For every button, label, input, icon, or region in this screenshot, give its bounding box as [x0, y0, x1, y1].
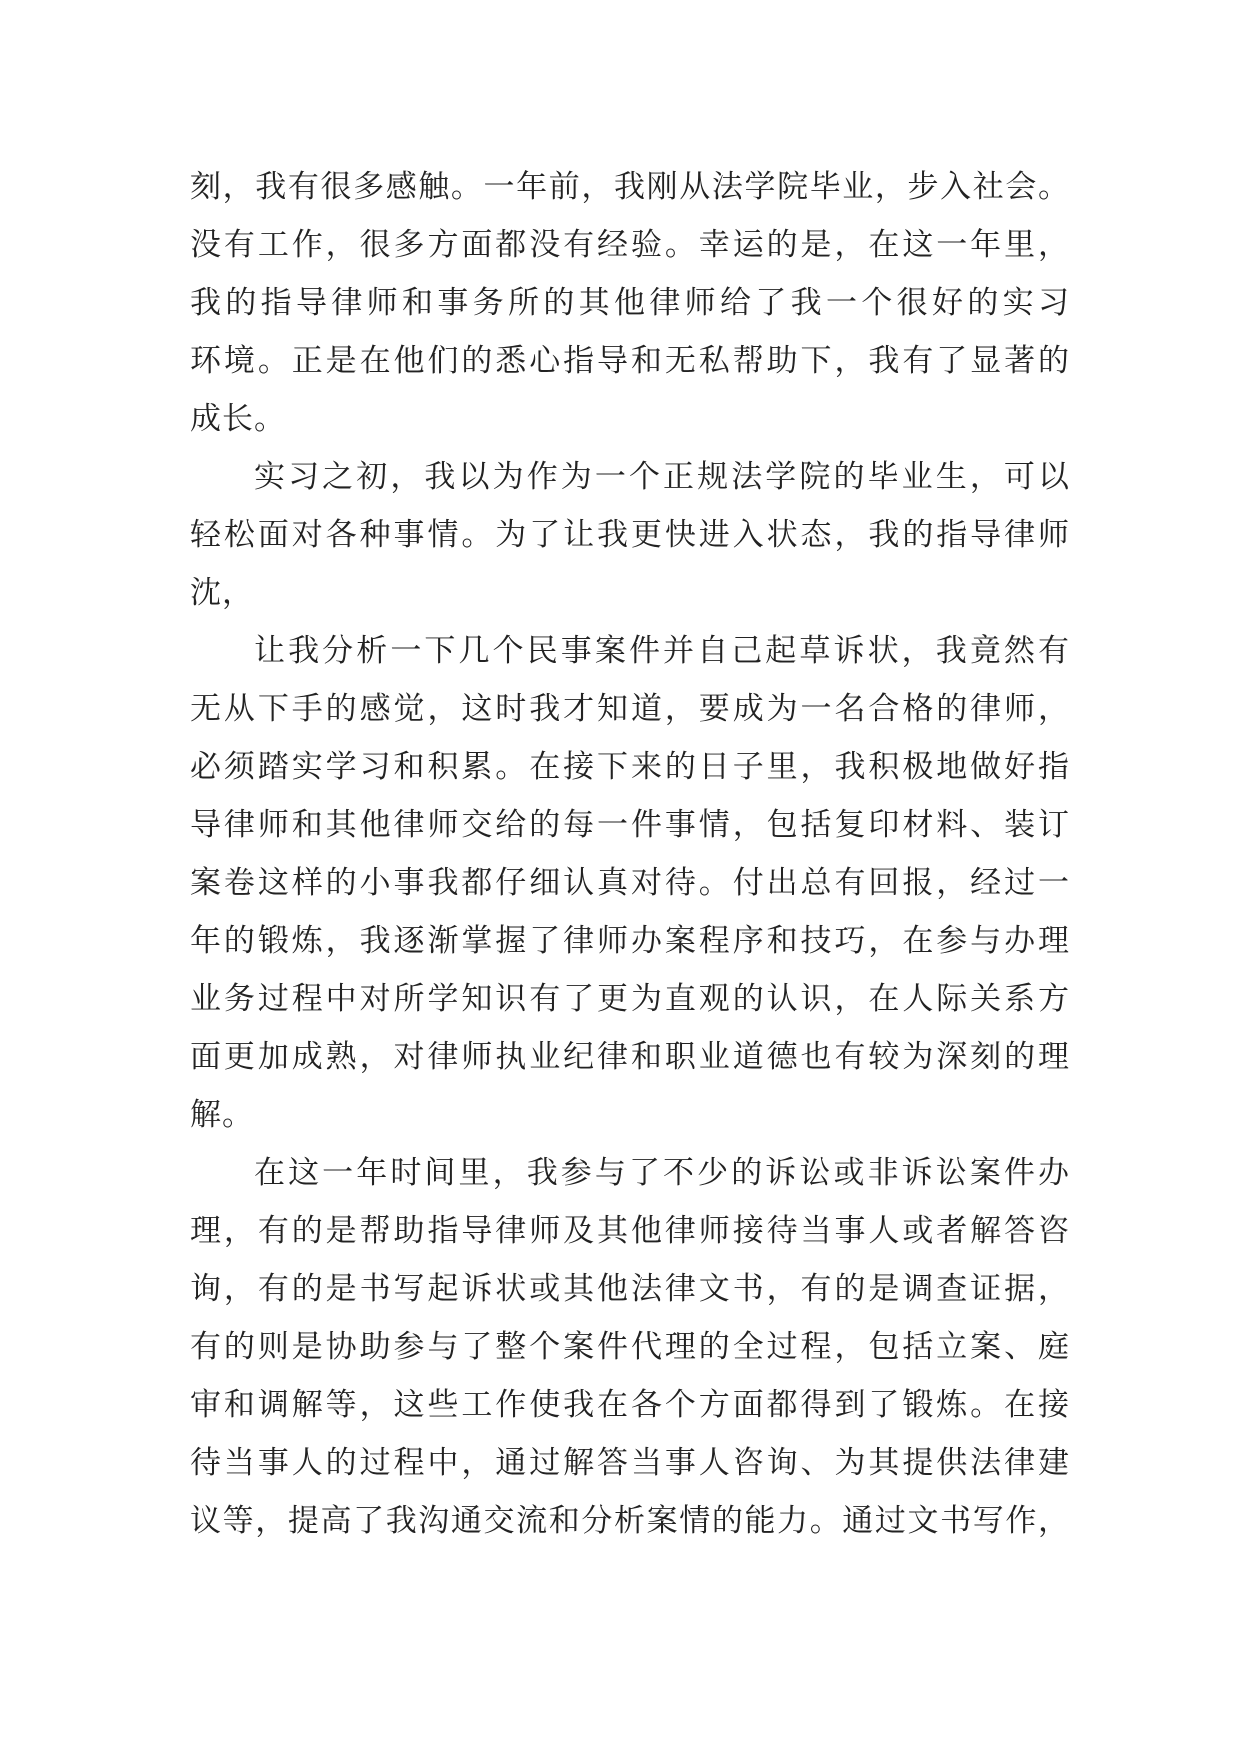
text-line: 面更加成熟，对律师执业纪律和职业道德也有较为深刻的理: [190, 1039, 1070, 1075]
text-line: 实习之初，我以为作为一个正规法学院的毕业生，可以: [254, 459, 1070, 495]
text-line: 没有工作，很多方面都没有经验。幸运的是，在这一年里，: [190, 227, 1070, 263]
text-line: 导律师和其他律师交给的每一件事情，包括复印材料、装订: [190, 807, 1070, 843]
text-line: 询，有的是书写起诉状或其他法律文书，有的是调查证据，: [190, 1271, 1070, 1307]
text-line: 刻，我有很多感触。一年前，我刚从法学院毕业，步入社会。: [190, 169, 1070, 205]
text-line: 必须踏实学习和积累。在接下来的日子里，我积极地做好指: [190, 749, 1070, 785]
text-line: 有的则是协助参与了整个案件代理的全过程，包括立案、庭: [190, 1329, 1070, 1365]
paragraph-3: [190, 622, 1070, 1144]
text-line: 年的锻炼，我逐渐掌握了律师办案程序和技巧，在参与办理: [190, 923, 1070, 959]
text-line: 业务过程中对所学知识有了更为直观的认识，在人际关系方: [190, 981, 1070, 1017]
text-line: 案卷这样的小事我都仔细认真对待。付出总有回报，经过一: [190, 865, 1070, 901]
paragraph-4: [190, 1144, 1070, 1550]
text-line: 在这一年时间里，我参与了不少的诉讼或非诉讼案件办: [254, 1155, 1070, 1191]
text-line: 我的指导律师和事务所的其他律师给了我一个很好的实习: [190, 285, 1070, 321]
text-line: 无从下手的感觉，这时我才知道，要成为一名合格的律师，: [190, 691, 1070, 727]
text-line: 轻松面对各种事情。为了让我更快进入状态，我的指导律师: [190, 517, 1070, 553]
text-line: 理，有的是帮助指导律师及其他律师接待当事人或者解答咨: [190, 1213, 1070, 1249]
text-line: 让我分析一下几个民事案件并自己起草诉状，我竟然有: [254, 633, 1070, 669]
text-line: 成长。: [190, 401, 286, 437]
text-line: 待当事人的过程中，通过解答当事人咨询、为其提供法律建: [190, 1445, 1070, 1481]
text-line: 审和调解等，这些工作使我在各个方面都得到了锻炼。在接: [190, 1387, 1070, 1423]
text-line: 议等，提高了我沟通交流和分析案情的能力。通过文书写作，: [190, 1503, 1070, 1539]
document-body: [190, 158, 1070, 1550]
text-line: 沈，: [190, 575, 254, 611]
paragraph-1: [190, 158, 1070, 448]
paragraph-2: [190, 448, 1070, 622]
text-line: 环境。正是在他们的悉心指导和无私帮助下，我有了显著的: [190, 343, 1070, 379]
text-line: 解。: [190, 1097, 254, 1133]
